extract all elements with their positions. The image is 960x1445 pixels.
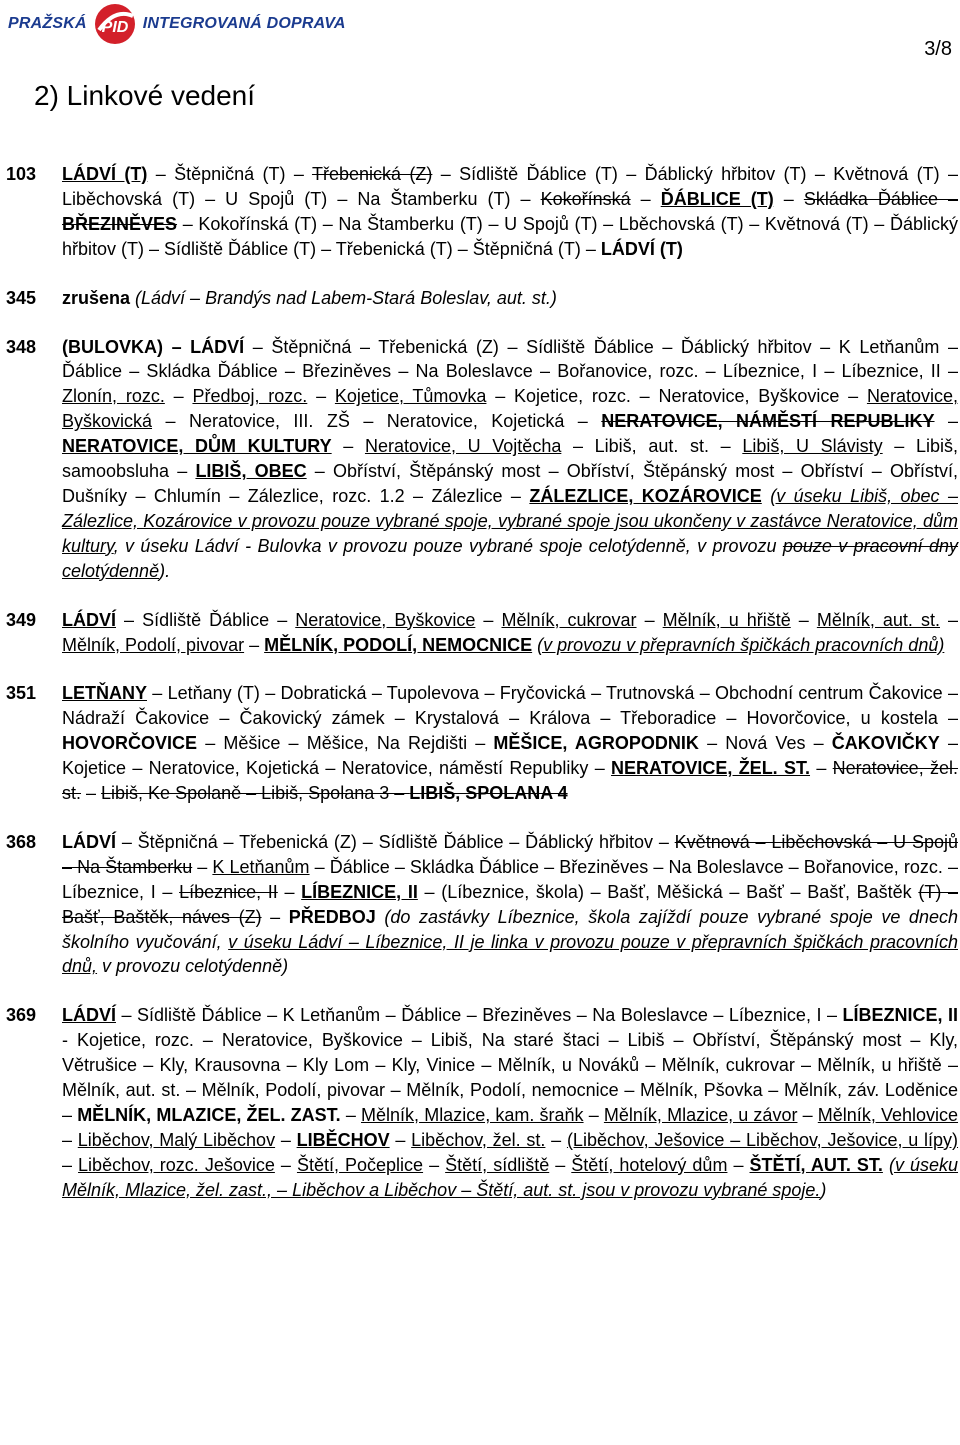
- route-segment: Mělník, aut. st.: [816, 609, 940, 630]
- route-number: 368: [6, 831, 37, 852]
- route-segment: K Letňanům: [212, 856, 310, 877]
- route-segment: MĚLNÍK, MLAZICE, ŽEL. ZAST.: [77, 1105, 341, 1125]
- route-segment: LÁDVÍ: [62, 1005, 116, 1026]
- route-segment: LÍBEZNICE, II: [842, 1005, 958, 1026]
- route-number: 349: [6, 609, 37, 630]
- route-segment: pouze v pracovní dny: [782, 535, 959, 556]
- route-segment: v úseku Ládví – Líbeznice, II je linka v provozu pouze v přepravních špičkách pracovních dnů,: [62, 931, 958, 977]
- route-segment: MĚŠICE, AGROPODNIK: [493, 733, 699, 754]
- route-segment: –: [636, 609, 663, 630]
- route-segment: ZÁLEZLICE, KOZÁROVICE: [529, 485, 762, 506]
- route-description: [62, 286, 958, 311]
- route-segment: Mělník, Mlazice, kam. šraňk: [361, 1105, 584, 1125]
- route-segment: –: [583, 1105, 604, 1125]
- route-segment: BŘEZINĚVES: [62, 213, 178, 234]
- route-segment: – Sídliště Ďáblice (T) – Ďáblický hřbitov (T) – Květnová (T) – Liběchovská (T) – U Spojů (T) – Na Štamberku (T) –: [62, 164, 959, 209]
- route-description: [62, 1003, 958, 1202]
- route-segment: Květnová – Liběchovská – U Spojů – Na Štamberku: [62, 831, 958, 877]
- route-list: [6, 162, 958, 1227]
- route-segment: (T) – Bašť, Baštěk, náves (Z): [62, 881, 959, 927]
- page-header: [0, 0, 960, 60]
- route-segment: LIBĚCHOV: [296, 1129, 390, 1150]
- route-351: [6, 681, 958, 806]
- route-segment: Neratovice, Byškovická: [62, 386, 958, 432]
- route-369: [6, 1003, 958, 1202]
- route-segment: –: [773, 188, 804, 209]
- route-segment: (Ládví – Brandýs nad Labem-Stará Boleslav, aut. st.): [130, 287, 557, 308]
- route-segment: LETŇANY: [62, 683, 147, 704]
- pid-logo-icon: [91, 2, 139, 46]
- route-segment: Libiš, U Slávisty: [742, 436, 883, 457]
- route-segment: –: [81, 783, 102, 804]
- route-segment: –: [389, 1129, 412, 1150]
- route-segment: ): [820, 1179, 827, 1200]
- route-segment: ŠTĚTÍ, AUT. ST.: [749, 1154, 883, 1175]
- route-segment: [762, 486, 770, 506]
- route-segment: Liběchov, žel. st.: [411, 1129, 546, 1150]
- section-title: 2) Linkové vedení: [34, 80, 256, 111]
- route-segment: Mělník, cukrovar: [501, 609, 637, 630]
- route-segment: –: [244, 634, 265, 655]
- route-segment: Třebenická (Z): [311, 164, 433, 184]
- route-description: [62, 335, 958, 584]
- route-segment: LÁDVÍ: [62, 831, 116, 852]
- route-segment: –: [192, 856, 213, 877]
- route-segment: – Libiš, aut. st. –: [561, 436, 743, 457]
- route-103: [6, 162, 958, 262]
- route-segment: – (Líbeznice, škola) – Bašť, Měšická – Bašť – Bašť, Baštěk: [417, 881, 919, 902]
- route-segment: –: [62, 1129, 78, 1150]
- route-segment: celotýdenně: [62, 560, 160, 581]
- route-segment: – Libiš, samoobsluha –: [62, 436, 958, 482]
- route-segment: NERATOVICE, ŽEL. ST.: [611, 758, 811, 779]
- route-segment: LÍBEZNICE, II: [301, 881, 418, 902]
- route-segment: –: [790, 609, 817, 630]
- route-segment: Líbeznice, II: [179, 881, 278, 902]
- route-description: [62, 162, 958, 262]
- route-segment: –: [630, 188, 661, 209]
- route-segment: Mělník, u hřiště: [662, 609, 791, 630]
- route-segment: LÁDVÍ (T): [62, 164, 148, 184]
- route-segment: Liběchov, Malý Liběchov: [77, 1129, 276, 1150]
- route-number: 345: [6, 287, 37, 308]
- route-segment: –: [274, 1154, 297, 1175]
- logo-mark-text: PID: [101, 19, 129, 36]
- route-segment: –: [62, 1154, 79, 1175]
- route-segment: (v úseku Mělník, Mlazice, žel. zast., – Liběchov a Liběchov – Štětí, aut. st. jsou v provozu vybrané spoje.: [62, 1154, 959, 1200]
- route-segment: – Kojetice – Neratovice, Kojetická – Neratovice, náměstí Republiky –: [62, 733, 958, 779]
- route-segment: – Štěpničná (T) –: [147, 164, 312, 184]
- route-349: [6, 608, 958, 658]
- route-segment: HOVORČOVICE: [62, 733, 198, 754]
- route-number: 103: [6, 164, 37, 184]
- route-number: 369: [6, 1005, 37, 1026]
- route-segment: ČAKOVIČKY: [831, 733, 940, 754]
- route-segment: Skládka Ďáblice –: [803, 188, 959, 209]
- route-segment: NERATOVICE, DŮM KULTURY: [62, 436, 332, 457]
- route-segment: (v provozu v přepravních špičkách pracovních dnů): [537, 634, 945, 655]
- route-segment: MĚLNÍK, PODOLÍ, NEMOCNICE: [264, 634, 533, 655]
- route-segment: – Kokořínská (T) – Na Štamberku (T) – U Spojů (T) – Lběchovská (T) – Květnová (T) – Ďáblický hřbitov (T) – Sídliště Ďáblice (T) – Třebenická (T) – Štěpničná (T) –: [62, 213, 958, 259]
- route-segment: –: [549, 1154, 572, 1175]
- route-segment: Libiš, Ke Spolaně – Libiš, Spolana 3 –: [101, 783, 410, 804]
- logo-text-left: PRAŽSKÁ: [8, 15, 87, 32]
- route-segment: –: [164, 386, 193, 407]
- route-segment: Neratovice, U Vojtěcha: [364, 436, 562, 457]
- route-segment: –: [307, 386, 335, 407]
- route-segment: zrušena: [62, 287, 131, 308]
- page-number: 3/8: [924, 38, 952, 60]
- route-segment: , v úseku Ládví - Bulovka v provozu pouze vybrané spoje celotýdenně, v provozu: [113, 535, 783, 556]
- route-segment: – Ďáblice – Skládka Ďáblice – Březiněves – Na Boleslavce – Bořanovice, rozc. – Líbeznice, I –: [62, 856, 958, 902]
- route-segment: Štětí, hotelový dům: [571, 1154, 728, 1175]
- route-description: [62, 830, 958, 979]
- route-segment: v provozu celotýdenně): [97, 956, 289, 977]
- route-segment: – Obříství, Štěpánský most – Obříství, Štěpánský most – Obříství – Obříství, Dušníky – Chlumín – Zálezlice, rozc. 1.2 – Zálezlice –: [62, 461, 958, 506]
- route-segment: Mělník, Vehlovice: [817, 1105, 959, 1125]
- route-segment: (do zastávky Líbeznice, škola zajíždí pouze vybrané spoje ve dnech školního vyučování,: [62, 906, 958, 952]
- route-segment: LÁDVÍ: [62, 609, 116, 630]
- route-segment: –: [727, 1154, 750, 1175]
- route-345: [6, 286, 958, 311]
- route-segment: (BULOVKA) – LÁDVÍ: [62, 336, 245, 357]
- route-segment: –: [797, 1105, 818, 1125]
- route-segment: LIBIŠ, SPOLANA 4: [409, 783, 568, 804]
- route-segment: - Kojetice, rozc. – Neratovice, Byškovice – Libiš, Na staré štaci – Libiš – Obříství, Štěpánský most – Kly, Větrušice – Kly, Krausovna – Kly Lom – Kly, Vinice – Mělník, u Nováků – Mělník, cukrovar – Mělník, u hřiště – Mělník, aut. st. – Mělník, Podolí, pivovar – Mělník, Podolí, nemocnice – Mělník, Pšovka – Mělník, záv. Loděnice –: [62, 1030, 958, 1125]
- route-segment: (v úseku Libiš, obec – Zálezlice, Kozárovice v provozu pouze vybrané spoje, vybrané spoje jsou ukončeny v zastávce Neratovice, dům kultury: [62, 485, 958, 556]
- route-segment: (Liběchov, Ješovice – Liběchov, Ješovice, u lípy): [566, 1129, 959, 1150]
- route-segment: PŘEDBOJ: [288, 906, 376, 927]
- route-segment: –: [934, 411, 958, 432]
- route-segment: Štětí, sídliště: [445, 1154, 550, 1175]
- route-description: [62, 681, 958, 806]
- route-segment: Mělník, Mlazice, u závor: [603, 1105, 798, 1125]
- route-number: 348: [6, 336, 37, 357]
- route-segment: –: [939, 609, 959, 630]
- route-segment: –: [810, 758, 833, 779]
- route-segment: –: [545, 1129, 567, 1150]
- route-segment: ĎÁBLICE (T): [660, 188, 774, 209]
- route-segment: Neratovice, Byškovice: [295, 609, 476, 630]
- route-segment: LÁDVÍ (T): [600, 238, 683, 259]
- route-348: [6, 335, 958, 584]
- route-segment: LIBIŠ, OBEC: [195, 461, 307, 482]
- route-segment: –: [277, 881, 302, 902]
- route-segment: –: [275, 1129, 297, 1150]
- route-segment: Zlonín, rozc.: [62, 386, 165, 407]
- route-segment: Liběchov, rozc. Ješovice: [78, 1154, 275, 1175]
- route-segment: NERATOVICE, NÁMĚSTÍ REPUBLIKY: [601, 411, 935, 432]
- route-segment: –: [331, 436, 365, 457]
- route-segment: Neratovice, žel. st.: [62, 758, 959, 804]
- route-segment: – Letňany (T) – Dobratická – Tupolevova – Fryčovická – Trutnovská – Obchodní centrum Čakovice – Nádraží Čakovice – Čakovický zámek – Krystalová – Králova – Třeboradice – Hovorčovice, u kostela –: [62, 683, 958, 729]
- route-segment: Předboj, rozc.: [192, 386, 308, 407]
- route-segment: –: [340, 1105, 362, 1125]
- route-segment: – Kojetice, rozc. – Neratovice, Byškovice –: [486, 386, 867, 407]
- pid-logo: [8, 2, 346, 46]
- route-segment: – Sídliště Ďáblice – K Letňanům – Ďáblice – Březiněves – Na Boleslavce – Líbeznice, I –: [116, 1005, 843, 1026]
- route-segment: –: [261, 906, 289, 927]
- route-segment: – Sídliště Ďáblice –: [116, 609, 296, 630]
- route-segment: ).: [159, 560, 171, 581]
- route-segment: – Měšice – Měšice, Na Rejdišti –: [197, 733, 494, 754]
- route-segment: –: [423, 1154, 446, 1175]
- route-segment: –: [475, 609, 502, 630]
- route-segment: – Štěpničná – Třebenická (Z) – Sídliště Ďáblice – Ďáblický hřbitov – K Letňanům – Ďáblice – Skládka Ďáblice – Březiněves – Na Boleslavce – Bořanovice, rozc. – Líbeznice, I – Líbeznice, II –: [62, 336, 959, 382]
- route-368: [6, 830, 958, 979]
- logo-text-right: INTEGROVANÁ DOPRAVA: [142, 15, 346, 32]
- route-segment: Mělník, Podolí, pivovar: [62, 634, 245, 655]
- route-number: 351: [6, 683, 37, 704]
- route-segment: Kojetice, Tůmovka: [334, 386, 487, 407]
- route-description: [62, 608, 958, 658]
- route-segment: Kokořínská: [540, 188, 631, 209]
- route-segment: Štětí, Počeplice: [296, 1154, 424, 1175]
- route-segment: – Neratovice, III. ZŠ – Neratovice, Kojetická –: [152, 411, 602, 432]
- route-segment: – Nová Ves –: [698, 733, 832, 754]
- route-segment: – Štěpničná – Třebenická (Z) – Sídliště Ďáblice – Ďáblický hřbitov –: [116, 831, 675, 852]
